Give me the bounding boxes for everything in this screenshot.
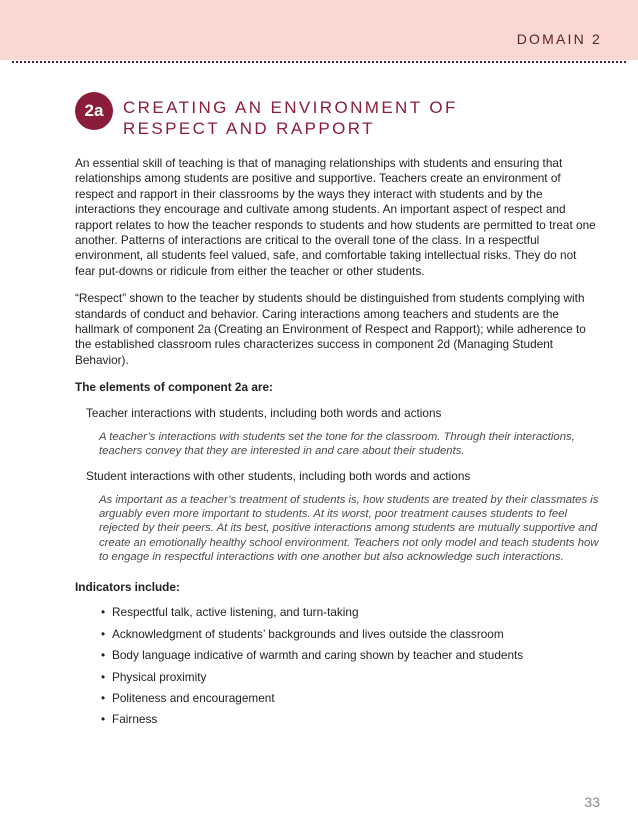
bullet-icon: • — [101, 605, 106, 620]
bullet-icon: • — [101, 712, 106, 727]
section-title: CREATING AN ENVIRONMENT OF RESPECT AND RAPPORT — [123, 98, 458, 138]
element-description: A teacher’s interactions with students set the tone for the classroom. Through their interactions, teachers convey that they are interested in and care about their students. — [99, 431, 575, 458]
indicator-text: Politeness and encouragement — [112, 690, 275, 705]
indicator-text: Respectful talk, active listening, and turn-taking — [112, 605, 359, 620]
indicator-text: Body language indicative of warmth and caring shown by teacher and students — [112, 648, 524, 663]
main-content — [75, 156, 600, 734]
element-description: As important as a teacher’s treatment of students is, how students are treated by their classmates is arguably even more important to students. At its worst, poor treatment causes students to feel rejected by their peers. At its best, positive interactions among students are mutually supportive and create an emotionally healthy school environment. Teachers not only model and teach students how to engage in respectful interactions with one another but also acknowledge such interactions. — [99, 493, 599, 563]
section-badge: 2a — [75, 92, 113, 130]
list-item — [101, 605, 600, 620]
list-item — [101, 648, 600, 663]
respect-paragraph: “Respect” shown to the teacher by students should be distinguished from students complying with standards of conduct and behavior. Caring interactions among teachers and students are the hallmark of component 2a (Creating an Environment of Respect and Rapport); while adherence to the established classroom rules characterizes success in component 2d (Managing Student Behavior). — [75, 291, 586, 367]
elements-heading: The elements of component 2a are: — [75, 380, 273, 395]
header-band — [0, 0, 638, 60]
indicator-text: Physical proximity — [112, 669, 207, 684]
page-number: 33 — [584, 794, 600, 810]
indicators-heading: Indicators include: — [75, 579, 180, 594]
list-item — [101, 691, 600, 706]
domain-label: DOMAIN 2 — [516, 31, 602, 47]
bullet-icon: • — [101, 690, 106, 705]
bullet-icon: • — [101, 626, 106, 641]
indicator-text: Fairness — [112, 712, 158, 727]
list-item — [101, 670, 600, 685]
dotted-divider — [12, 61, 626, 63]
list-item — [101, 712, 600, 727]
bullet-icon: • — [101, 669, 106, 684]
element-title: Student interactions with other students, including both words and actions — [86, 468, 471, 483]
element-item — [75, 406, 600, 459]
indicators-list — [75, 605, 600, 727]
bullet-icon: • — [101, 648, 106, 663]
intro-paragraph: An essential skill of teaching is that of managing relationships with students and ensuring that relationships among students are positive and supportive. Teachers create an environment of respect and rapport in their classrooms by the ways they interact with students and by the interactions they encourage and cultivate among students. An important aspect of respect and rapport relates to how the teacher responds to students and how students are permitted to treat one another. Patterns of interactions are critical to the overall tone of the class. In a respectful environment, all students feel valued, safe, and comfortable taking intellectual risks. They do not fear put-downs or ridicule from either the teacher or other students. — [75, 156, 596, 278]
element-title: Teacher interactions with students, including both words and actions — [86, 405, 442, 420]
list-item — [101, 627, 600, 642]
element-item — [75, 469, 600, 564]
indicator-text: Acknowledgment of students’ backgrounds and lives outside the classroom — [112, 626, 504, 641]
